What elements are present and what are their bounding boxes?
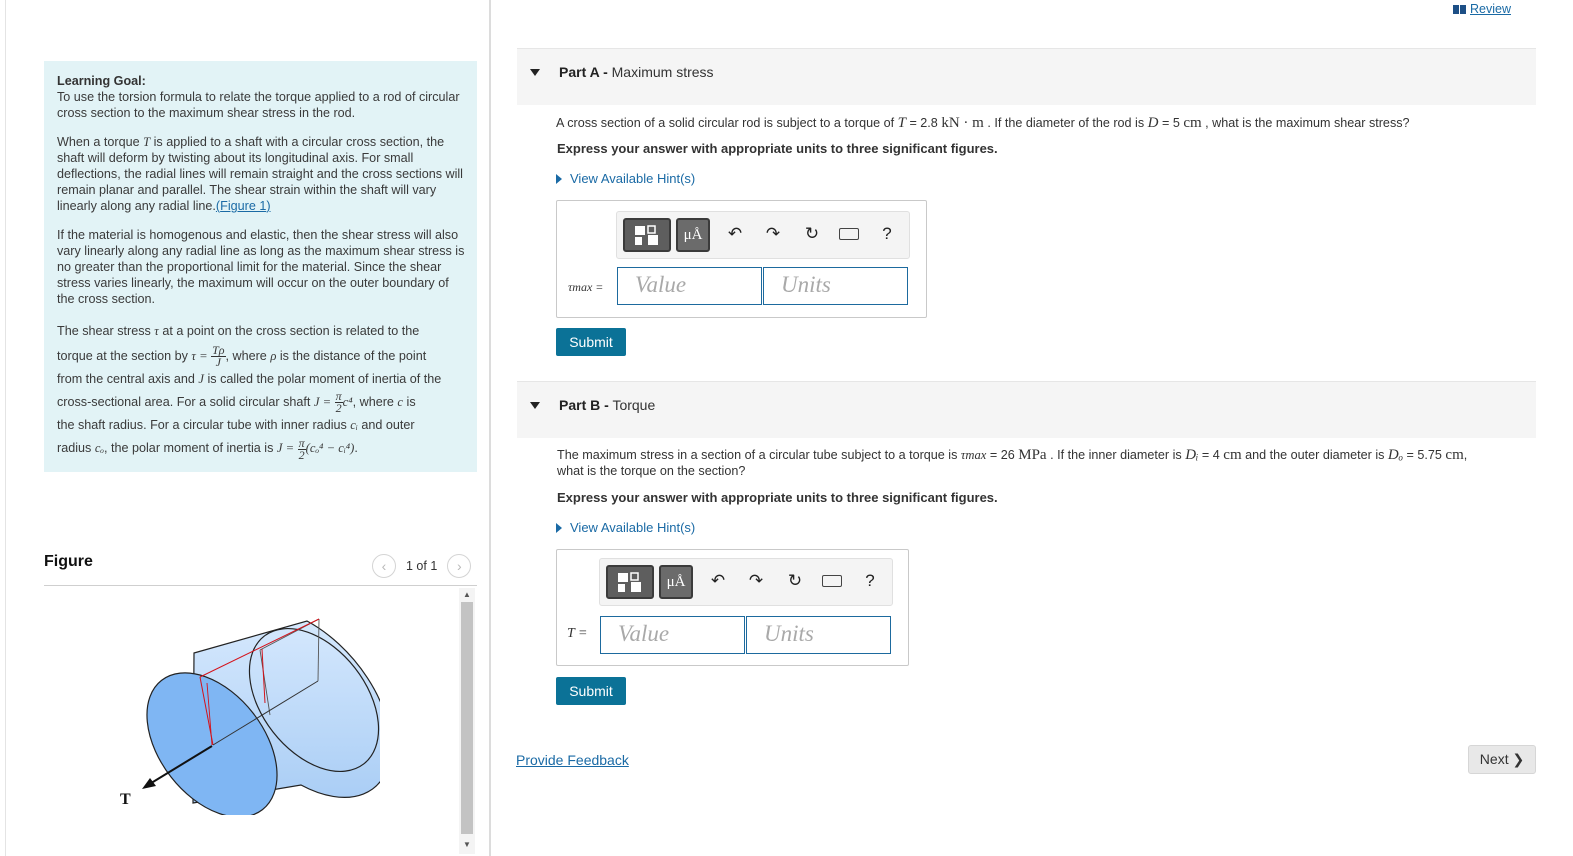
part-a-hint-toggle[interactable] (556, 171, 695, 186)
left-border (5, 0, 6, 856)
part-a-label: Part A - (559, 64, 608, 80)
p3-text-7: is called the polar moment of inertia of the (207, 372, 442, 387)
part-b-label: Part B - (559, 397, 609, 413)
part-b-question (557, 447, 1467, 479)
eq1-denominator: J (215, 355, 221, 370)
templates-button[interactable] (623, 218, 671, 252)
caret-right-icon (556, 174, 562, 184)
p3-text-14: , the polar moment of inertia is (104, 441, 274, 456)
keyboard-icon[interactable] (839, 228, 859, 240)
qa-text-1: A cross section of a solid circular rod is subject to a torque of (556, 116, 895, 130)
qb-var-Do: Dₒ (1387, 447, 1404, 463)
part-a-variable-label: τmax = (568, 280, 604, 294)
help-icon[interactable]: ? (865, 571, 875, 590)
part-a-question (556, 115, 1410, 131)
part-b-hint-toggle[interactable] (556, 520, 695, 535)
eq3-rhs: (cₒ⁴ − cᵢ⁴) (305, 441, 355, 456)
caret-right-icon (556, 523, 562, 533)
qb-text-6: = 5.75 (1406, 448, 1442, 462)
part-a-instruction: Express your answer with appropriate units to three significant figures. (557, 141, 998, 156)
qa-text-2: = 2.8 (909, 116, 938, 130)
part-a-value-input[interactable]: Value (617, 267, 762, 305)
part-b-toolbar (599, 558, 893, 606)
qa-text-4: = 5 (1161, 116, 1180, 130)
part-a-submit-button[interactable]: Submit (556, 328, 626, 356)
part-b-submit-button[interactable]: Submit (556, 677, 626, 705)
p3-text-15: . (354, 441, 358, 456)
figure-scrollbar-thumb[interactable] (461, 602, 473, 834)
p3-text-13: radius (57, 441, 92, 456)
qb-text-8: what is the torque on the section? (557, 464, 746, 478)
p3-var-J: J (198, 372, 204, 387)
p1-text-b: is applied to a shaft with a circular cross section, the shaft will deform by twisting about its longitudinal axis. For small deflections, the radial lines will remain straight and the cross sections will remain planar and parallel. The shear strain within the shaft will vary linearly along any radial line. (57, 135, 463, 213)
qb-unit-2: cm (1223, 447, 1242, 463)
units-button[interactable]: μÅ (659, 565, 693, 599)
eq2-fraction (335, 391, 343, 414)
part-a-hint-text[interactable]: View Available Hint(s) (570, 171, 696, 186)
templates-button[interactable] (606, 565, 654, 599)
qa-var-T: T (897, 115, 906, 131)
p3-line-2 (57, 345, 465, 368)
part-a-toolbar (616, 211, 910, 259)
redo-icon[interactable]: ↷ (765, 224, 781, 243)
part-b-units-input[interactable]: Units (746, 616, 891, 654)
qb-unit-1: MPa (1018, 447, 1047, 463)
next-figure-button[interactable] (447, 554, 471, 578)
part-b-header[interactable] (517, 381, 1536, 438)
learning-goal-panel (44, 61, 477, 472)
p3-line-1 (57, 320, 465, 343)
eq3-denominator: 2 (298, 447, 305, 462)
eq2-denominator: 2 (335, 401, 342, 416)
part-b-value-input[interactable]: Value (600, 616, 745, 654)
torque-label: T (120, 791, 131, 808)
qa-text-5: , what is the maximum shear stress? (1205, 116, 1410, 130)
qb-text-5: and the outer diameter is (1245, 448, 1385, 462)
qb-text-3: . If the inner diameter is (1050, 448, 1182, 462)
part-a-title (559, 64, 714, 80)
undo-icon[interactable]: ↶ (710, 571, 726, 590)
templates-icon (625, 220, 669, 250)
part-a-header[interactable] (517, 48, 1536, 105)
review-link[interactable] (1453, 2, 1511, 16)
qa-unit-2: cm (1183, 115, 1202, 131)
qb-var-tau: τmax (960, 448, 987, 462)
p3-var-co: cₒ (94, 441, 104, 456)
eq2-rhs: c⁴ (342, 395, 353, 410)
p3-text-4: , where (225, 349, 267, 363)
qb-unit-3: cm (1445, 447, 1464, 463)
p3-var-ci: cᵢ (350, 418, 358, 433)
templates-icon (608, 567, 652, 597)
scroll-up-icon[interactable]: ▲ (463, 590, 471, 599)
qa-text-3: . If the diameter of the rod is (987, 116, 1145, 130)
part-b-variable-label: T = (567, 626, 588, 641)
chevron-right-icon: › (456, 558, 462, 574)
keyboard-icon[interactable] (822, 575, 842, 587)
p3-text-11: the shaft radius. For a circular tube with inner radius (57, 418, 347, 433)
reset-icon[interactable]: ↻ (804, 224, 820, 243)
qb-text-2: = 26 (989, 448, 1015, 462)
figure-navigation (372, 554, 471, 578)
eq2-numerator: π (335, 389, 342, 404)
previous-figure-button[interactable] (372, 554, 396, 578)
eq3-fraction (298, 435, 306, 462)
panel-divider (489, 0, 491, 856)
p3-line-3 (57, 368, 465, 391)
eq1-lhs: τ = (191, 349, 208, 363)
eq1-numerator: Tρ (212, 343, 225, 358)
learning-goal-p2: If the material is homogenous and elastic, then the shear stress will also vary linearly along any radial line as long as the maximum shear stress is no greater than the proportional limit for the material. Since the shear stress varies linearly, the maximum will occur on the outer boundary of the cross section. (57, 228, 465, 306)
figure-separator (44, 585, 477, 586)
p3-line-4 (57, 391, 465, 414)
part-b-instruction: Express your answer with appropriate units to three significant figures. (557, 490, 998, 505)
chevron-left-icon: ‹ (381, 558, 387, 574)
qa-unit-1: kN · m (941, 115, 984, 131)
scroll-down-icon[interactable]: ▼ (463, 840, 471, 849)
p3-line-5 (57, 414, 465, 437)
shaft-figure (110, 605, 380, 815)
part-a-units-input[interactable]: Units (763, 267, 908, 305)
torque-arrowhead (142, 778, 156, 789)
figure-1-link-text[interactable]: Figure 1 (220, 199, 267, 213)
book-icon (1453, 5, 1466, 14)
p3-var-rho: ρ (270, 349, 277, 363)
reset-icon[interactable]: ↻ (787, 571, 803, 590)
eq3-lhs: J = (276, 441, 295, 456)
learning-goal-p1 (57, 134, 465, 214)
undo-icon[interactable]: ↶ (727, 224, 743, 243)
eq3-numerator: π (298, 435, 305, 450)
p3-text-2: at a point on the cross section is related to the (162, 324, 420, 338)
provide-feedback-link[interactable]: Provide Feedback (516, 752, 629, 768)
p3-text-1: The shear stress (57, 324, 151, 338)
p3-text-6: from the central axis and (57, 372, 195, 387)
figure-title: Figure (44, 553, 93, 570)
learning-goal-intro-block (57, 73, 465, 121)
learning-goal-title: Learning Goal: (57, 74, 146, 88)
p3-text-12: and outer (361, 418, 415, 433)
figure-counter: 1 of 1 (406, 559, 438, 573)
p3-text-8: cross-sectional area. For a solid circular shaft (57, 395, 311, 410)
qb-text-7: , (1463, 448, 1468, 462)
p3-line-6 (57, 437, 465, 460)
p3-var-tau: τ (154, 324, 159, 338)
part-a-title-text: Maximum stress (611, 64, 714, 80)
collapse-triangle-icon[interactable] (530, 69, 540, 76)
learning-goal-intro: To use the torsion formula to relate the torque applied to a rod of circular cross section to the maximum shear stress in the rod. (57, 90, 460, 120)
p3-var-c: c (397, 395, 404, 410)
next-button[interactable]: Next ❯ (1468, 745, 1536, 774)
part-b-hint-text[interactable]: View Available Hint(s) (570, 520, 696, 535)
redo-icon[interactable]: ↷ (748, 571, 764, 590)
part-b-title-text: Torque (612, 397, 656, 413)
units-button[interactable]: μÅ (676, 218, 710, 252)
p3-text-3: torque at the section by (57, 349, 188, 363)
qb-text-4: = 4 (1201, 448, 1220, 462)
qb-text-1: The maximum stress in a section of a circular tube subject to a torque is (557, 448, 958, 462)
collapse-triangle-icon[interactable] (530, 402, 540, 409)
p3-text-5: is the distance of the point (279, 349, 427, 363)
p1-var-T: T (143, 135, 151, 149)
p1-text-a: When a torque (57, 135, 144, 149)
help-icon[interactable]: ? (882, 224, 892, 243)
qb-var-Di: Dᵢ (1185, 447, 1199, 463)
learning-goal-p3 (57, 320, 465, 461)
review-link-text[interactable]: Review (1470, 2, 1511, 16)
eq2-lhs: J = (313, 395, 332, 410)
figure-1-link[interactable]: (Figure 1) (215, 199, 271, 213)
p3-text-10: is (406, 395, 416, 410)
eq1-fraction (211, 345, 225, 368)
p3-text-9: , where (352, 395, 394, 410)
qa-var-D: D (1147, 115, 1159, 131)
part-b-title (559, 397, 655, 413)
